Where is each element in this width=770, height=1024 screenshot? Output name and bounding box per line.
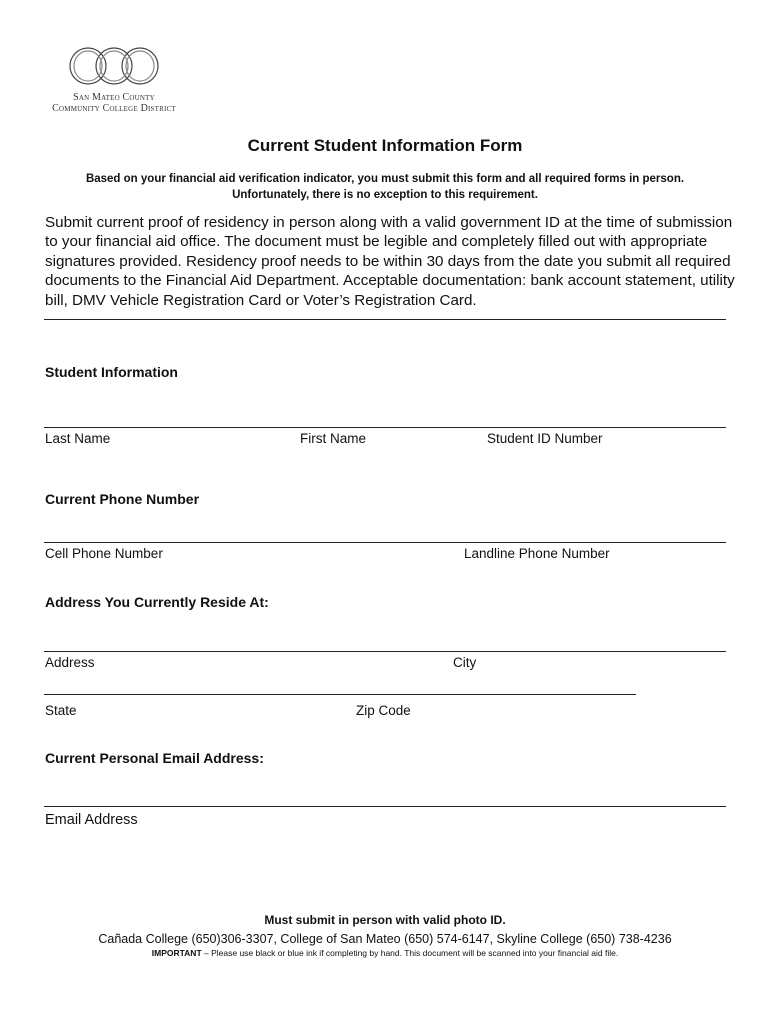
- cell-phone-label: Cell Phone Number: [45, 546, 163, 561]
- email-line[interactable]: [44, 806, 726, 807]
- form-title: Current Student Information Form: [247, 136, 523, 155]
- state-label: State: [45, 703, 77, 718]
- logo-line-1: San Mateo County: [73, 92, 155, 103]
- email-address-label: Email Address: [45, 812, 138, 828]
- zip-code-label: Zip Code: [356, 703, 411, 718]
- rings-logo-icon: [64, 42, 164, 88]
- first-name-label: First Name: [300, 431, 367, 446]
- intro-paragraph: Submit current proof of residency in person along with a valid government ID at the time of submission to your financial aid office. The document must be legible and completely filled out with appropriate signatures provided. Residency proof needs to be within 30 days from the date you submit all required documents to the Financial Aid Department. Acceptable documentation: bank account statement, utility bill, DMV Vehicle Registration Card or Voter’s Registration Card.: [45, 214, 735, 309]
- student-id-label: Student ID Number: [487, 431, 603, 446]
- landline-phone-label: Landline Phone Number: [464, 546, 610, 561]
- footer-photo-id-notice: Must submit in person with valid photo ID.: [264, 913, 506, 927]
- footer-college-contacts: Cañada College (650)306-3307, College of San Mateo (650) 574-6147, Skyline College (650) 738-4236: [98, 932, 672, 946]
- form-subhead: [40, 171, 730, 203]
- footer-important-note: [0, 948, 770, 958]
- student-info-heading: Student Information: [45, 364, 178, 380]
- logo-line-2: Community College District: [52, 103, 176, 114]
- email-heading: Current Personal Email Address:: [45, 750, 264, 766]
- phone-line[interactable]: [44, 542, 726, 543]
- state-zip-line[interactable]: [44, 694, 636, 695]
- last-name-label: Last Name: [45, 431, 111, 446]
- important-label: IMPORTANT: [151, 948, 202, 958]
- divider: [44, 319, 726, 320]
- subhead-line-1: Based on your financial aid verification indicator, you must submit this form and all required forms in person.: [85, 173, 685, 185]
- city-label: City: [453, 655, 477, 670]
- important-text: – Please use black or blue ink if completing by hand. This document will be scanned into your financial aid file.: [201, 948, 619, 958]
- student-info-line[interactable]: [44, 427, 726, 428]
- subhead-line-2: Unfortunately, there is no exception to this requirement.: [232, 189, 538, 201]
- address-heading: Address You Currently Reside At:: [45, 594, 269, 610]
- phone-heading: Current Phone Number: [45, 491, 200, 507]
- district-logo: [44, 42, 184, 122]
- address-line[interactable]: [44, 651, 726, 652]
- address-label: Address: [45, 655, 95, 670]
